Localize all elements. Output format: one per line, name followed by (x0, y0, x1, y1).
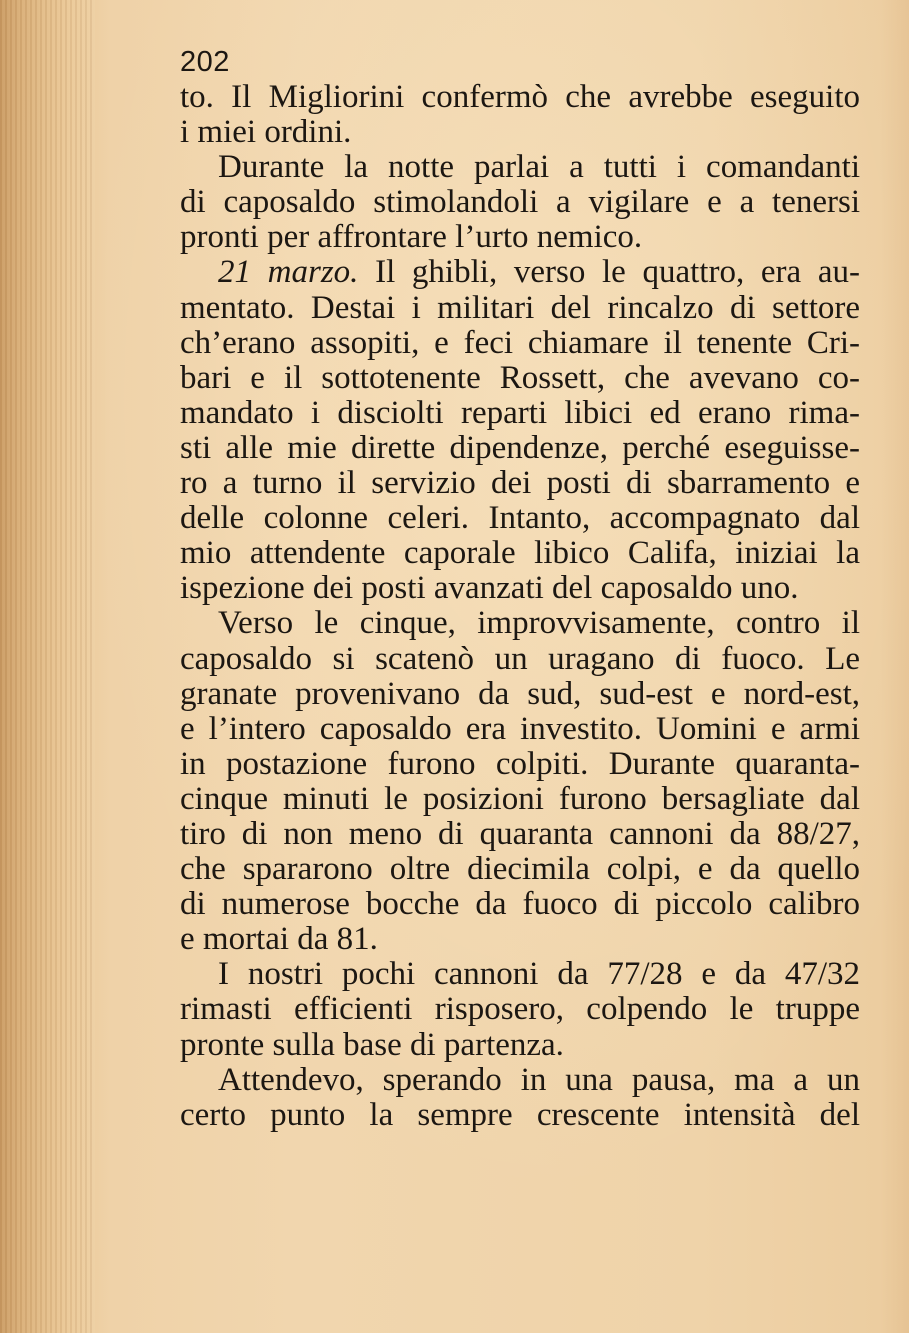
text-line (180, 255, 860, 290)
text-line (180, 606, 860, 641)
date-heading: 21 marzo. (218, 254, 359, 291)
line-text: to. Il Migliorini confermò che avrebbe eseguito (180, 79, 860, 115)
text-line (180, 291, 860, 326)
line-text: bari e il sottotenente Rossett, che avevano co- (180, 359, 860, 396)
text-line (180, 80, 860, 115)
line-text: ispezione dei posti avanzati del caposaldo uno. (180, 570, 799, 607)
text-block (180, 44, 860, 1133)
text-line (180, 536, 860, 571)
line-text: Attendevo, sperando in una pausa, ma a un (218, 1061, 860, 1098)
text-line (180, 1028, 860, 1063)
line-text: Il ghibli, verso le quattro, era au- (358, 254, 860, 291)
text-line (180, 396, 860, 431)
line-text: ch’erano assopiti, e feci chiamare il tenente Cri- (180, 324, 860, 361)
line-text: mandato i disciolti reparti libici ed erano rima- (180, 394, 860, 431)
line-text: mio attendente caporale libico Califa, iniziai la (180, 535, 860, 572)
line-text: delle colonne celeri. Intanto, accompagnato dal (180, 500, 860, 537)
line-text: che spararono oltre diecimila colpi, e da quello (180, 851, 860, 888)
line-text: Verso le cinque, improvvisamente, contro il (218, 605, 860, 642)
text-line (180, 957, 860, 992)
text-line (180, 1098, 860, 1133)
text-line (180, 817, 860, 852)
line-text: in postazione furono colpiti. Durante quaranta- (180, 745, 860, 782)
line-text: granate provenivano da sud, sud-est e nord-est, (180, 675, 860, 712)
text-line (180, 677, 860, 712)
text-line (180, 185, 860, 220)
line-text: pronte sulla base di partenza. (180, 1026, 564, 1063)
line-text: tiro di non meno di quaranta cannoni da 88/27, (180, 815, 860, 852)
line-text: e l’intero caposaldo era investito. Uomini e armi (180, 710, 860, 747)
text-line (180, 431, 860, 466)
line-text: di numerose bocche da fuoco di piccolo calibro (180, 886, 860, 923)
text-line (180, 571, 860, 606)
text-line (180, 747, 860, 782)
page-number: 202 (180, 46, 230, 78)
line-text: certo punto la sempre crescente intensità del (180, 1096, 860, 1133)
line-text: ro a turno il servizio dei posti di sbarramento e (180, 465, 860, 502)
text-line (180, 501, 860, 536)
body-text (180, 80, 860, 1133)
text-line (180, 220, 860, 255)
line-text: caposaldo si scatenò un uragano di fuoco. Le (180, 640, 860, 677)
text-line (180, 361, 860, 396)
line-text: e mortai da 81. (180, 921, 378, 958)
text-line (180, 782, 860, 817)
line-text: I nostri pochi cannoni da 77/28 e da 47/32 (218, 956, 860, 993)
text-line (180, 852, 860, 887)
text-line (180, 326, 860, 361)
line-text: mentato. Destai i militari del rincalzo di settore (180, 289, 860, 326)
text-line (180, 115, 860, 150)
text-line (180, 466, 860, 501)
line-text: sti alle mie dirette dipendenze, perché eseguisse- (180, 429, 860, 466)
line-text: rimasti efficienti risposero, colpendo le truppe (180, 991, 860, 1028)
text-line (180, 642, 860, 677)
text-line (180, 992, 860, 1027)
text-line (180, 712, 860, 747)
text-line (180, 922, 860, 957)
line-text: i miei ordini. (180, 114, 352, 151)
line-text: pronti per affrontare l’urto nemico. (180, 219, 643, 256)
line-text: Durante la notte parlai a tutti i comandanti (218, 149, 860, 186)
page-spine-shadow (0, 0, 95, 1333)
text-line (180, 1063, 860, 1098)
text-line (180, 150, 860, 185)
line-text: cinque minuti le posizioni furono bersagliate dal (180, 780, 860, 817)
line-text: di caposaldo stimolandoli a vigilare e a tenersi (180, 184, 860, 221)
text-line (180, 887, 860, 922)
